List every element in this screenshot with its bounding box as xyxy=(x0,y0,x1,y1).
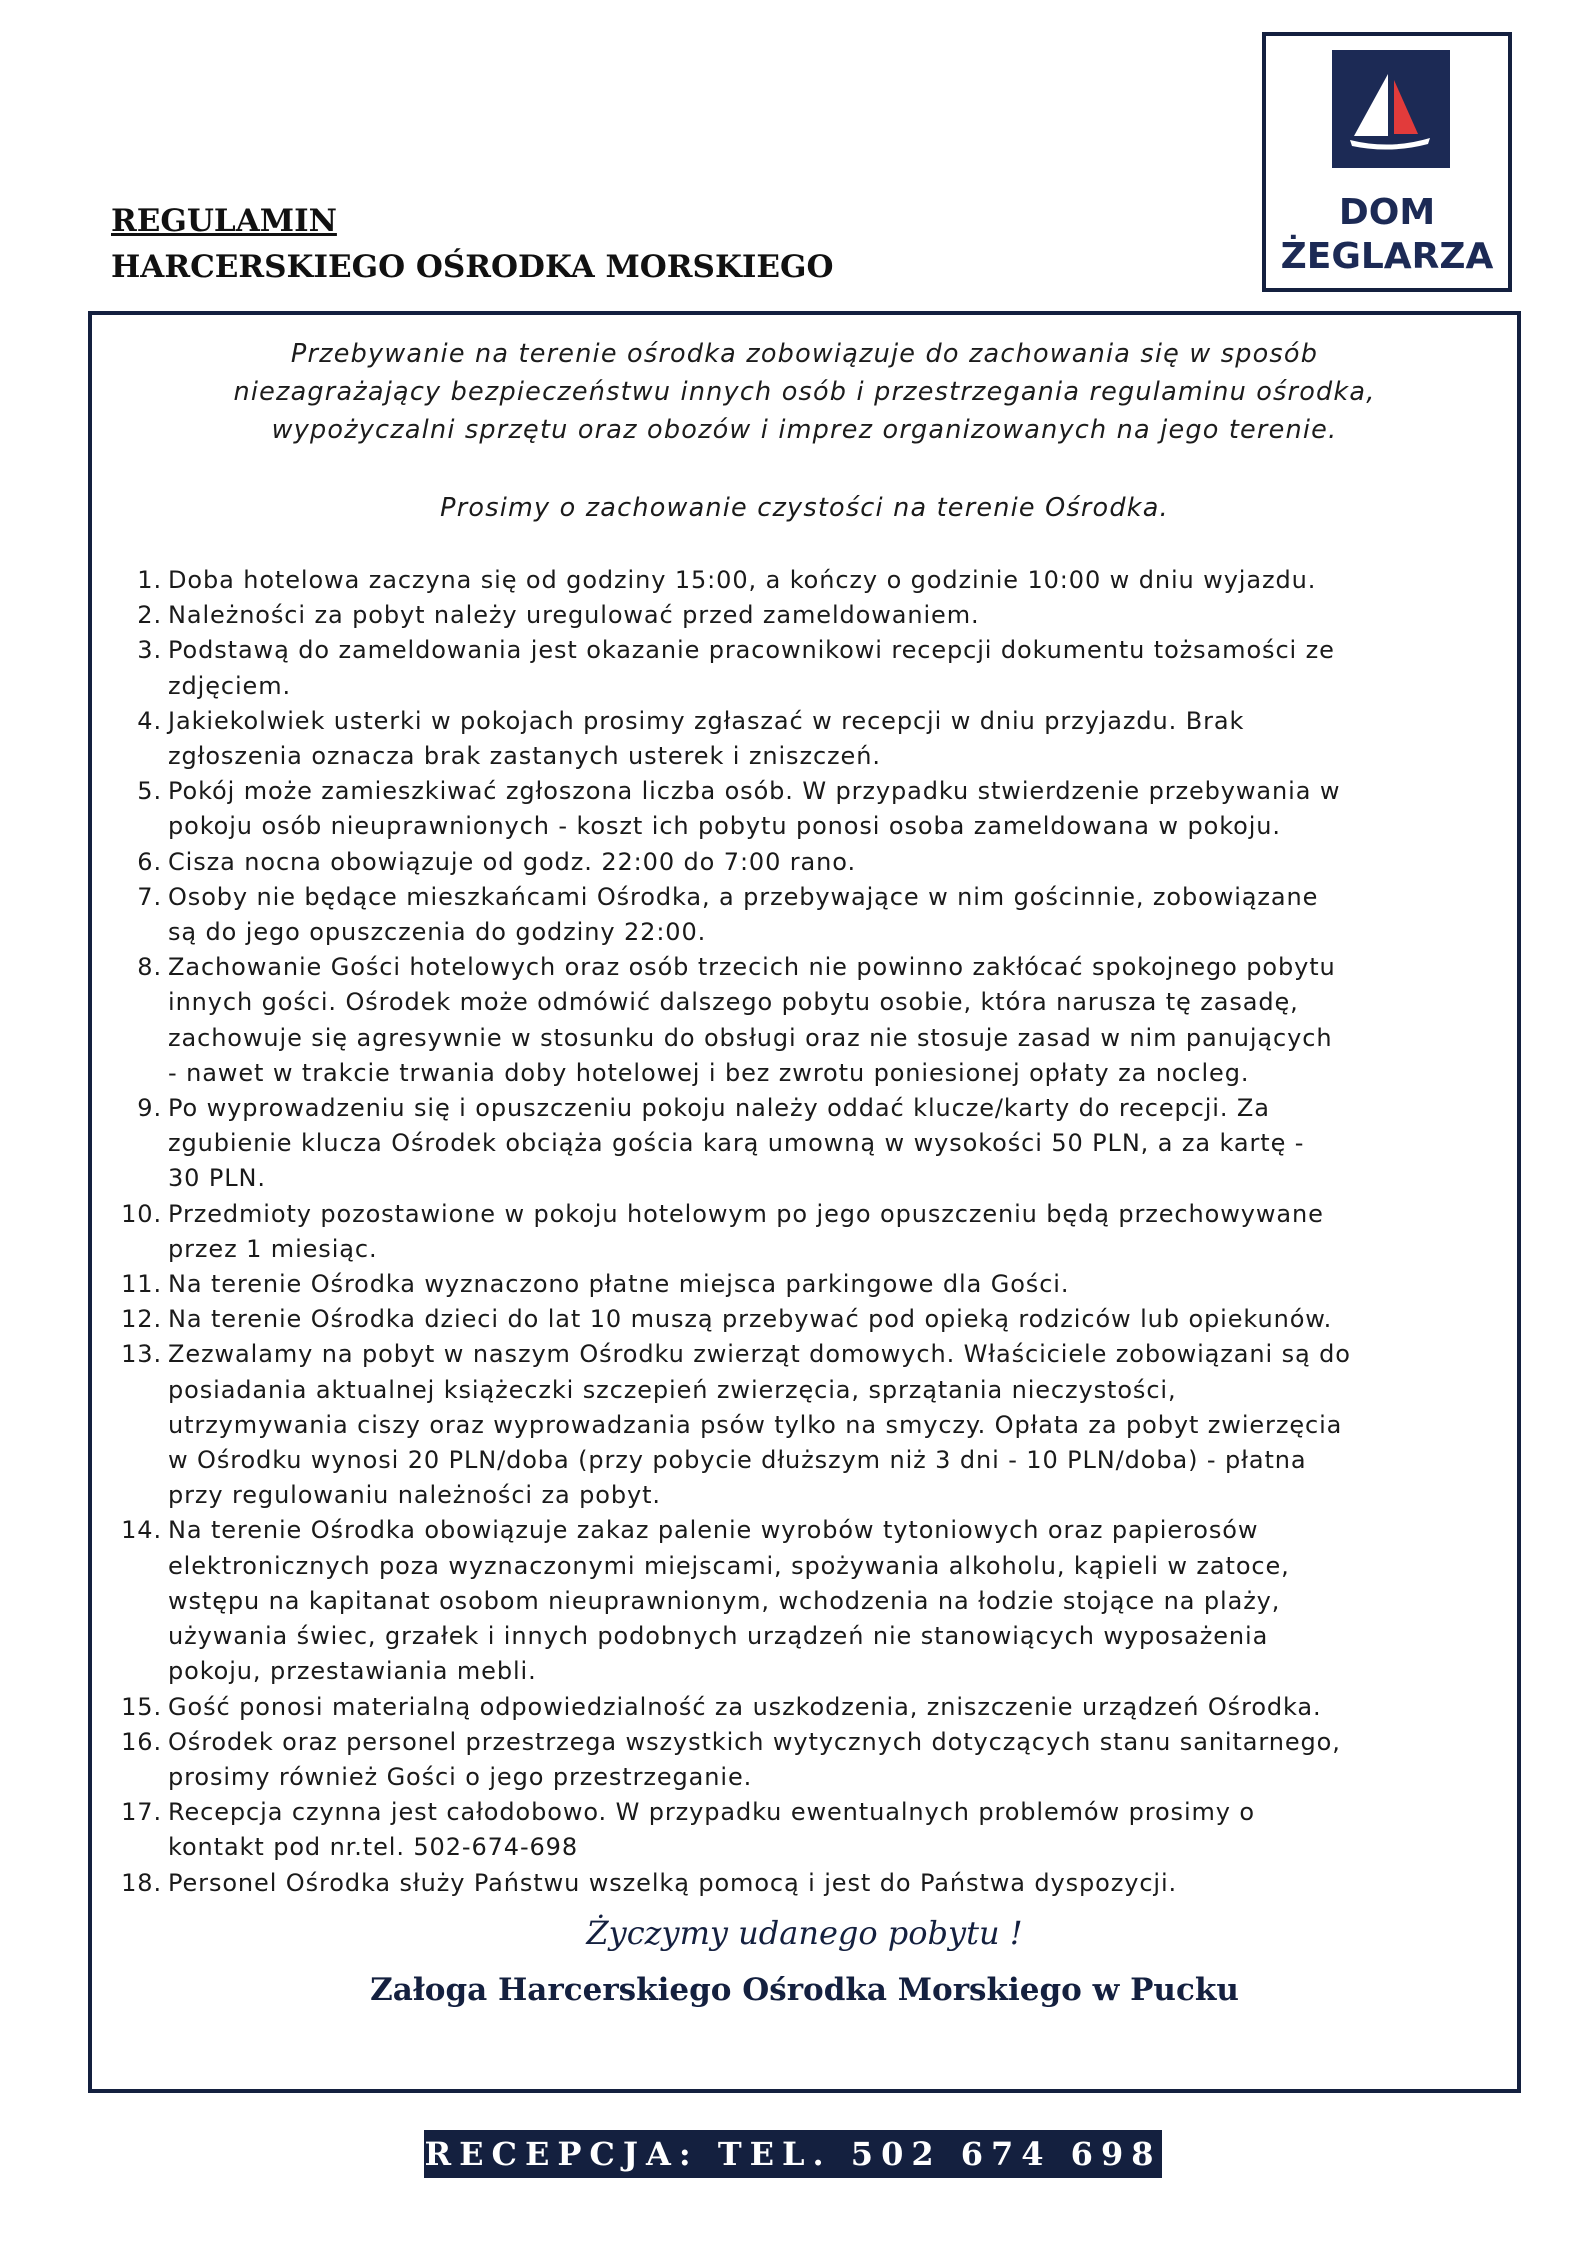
rule-number: 6. xyxy=(137,847,162,876)
rule-number: 9. xyxy=(137,1094,162,1123)
closing-signature: Załoga Harcerskiego Ośrodka Morskiego w Pucku xyxy=(370,1972,1239,2008)
rule-text-line: Na terenie Ośrodka wyznaczono płatne miejsca parkingowe dla Gości. xyxy=(168,1270,1070,1299)
reception-phone-bar: RECEPCJA: TEL. 502 674 698 xyxy=(424,2130,1162,2178)
rule-text xyxy=(168,1866,1516,1901)
rule-text-line: zdjęciem. xyxy=(168,671,292,700)
rule-text-line: elektronicznych poza wyznaczonymi miejscami, spożywania alkoholu, kąpieli w zatoce, xyxy=(168,1551,1290,1580)
closing-wish: Życzymy udanego pobytu ! xyxy=(586,1914,1023,1952)
rule-number: 18. xyxy=(121,1868,162,1897)
rule-item xyxy=(126,704,1516,774)
rule-text xyxy=(168,845,1516,880)
rule-item xyxy=(126,880,1516,950)
logo-text-dom: DOM xyxy=(1338,192,1436,233)
rule-text-line: - nawet w trakcie trwania doby hotelowej i bez zwrotu poniesionej opłaty za nocleg. xyxy=(168,1058,1250,1087)
rule-text-line: Doba hotelowa zaczyna się od godziny 15:00, a kończy o godzinie 10:00 w dniu wyjazdu. xyxy=(168,566,1317,594)
rule-item xyxy=(121,1302,1516,1337)
rule-text xyxy=(168,633,1516,703)
rule-text-line: Należności za pobyt należy uregulować przed zameldowaniem. xyxy=(168,601,980,630)
rule-item xyxy=(121,1795,1516,1865)
rule-text-line: Przedmioty pozostawione w pokoju hotelowym po jego opuszczeniu będą przechowywane xyxy=(168,1199,1324,1228)
rule-item xyxy=(121,1197,1516,1267)
rule-text-line: w Ośrodku wynosi 20 PLN/doba (przy pobycie dłuższym niż 3 dni - 10 PLN/doba) - płatna xyxy=(168,1446,1307,1475)
rule-number: 3. xyxy=(137,636,162,665)
rule-number: 8. xyxy=(137,953,162,982)
rule-text-line: Gość ponosi materialną odpowiedzialność za uszkodzenia, zniszczenie urządzeń Ośrodka. xyxy=(168,1692,1322,1721)
rule-text xyxy=(168,950,1516,1091)
rule-text-line: Na terenie Ośrodka obowiązuje zakaz palenie wyrobów tytoniowych oraz papierosów xyxy=(168,1516,1259,1545)
rule-text-line: Jakiekolwiek usterki w pokojach prosimy zgłaszać w recepcji w dniu przyjazdu. Brak xyxy=(168,706,1245,735)
rule-number: 14. xyxy=(121,1516,162,1545)
rule-text xyxy=(168,1302,1516,1337)
rule-text-line: Zachowanie Gości hotelowych oraz osób trzecich nie powinno zakłócać spokojnego pobytu xyxy=(168,953,1336,982)
rule-text-line: zachowuje się agresywnie w stosunku do obsługi oraz nie stosuje zasad w nim panujących xyxy=(168,1023,1333,1052)
rule-text-line: zgłoszenia oznacza brak zastanych usterek i zniszczeń. xyxy=(168,742,881,771)
rule-text-line: posiadania aktualnej książeczki szczepień zwierzęcia, sprzątania nieczystości, xyxy=(168,1375,1177,1404)
rule-text-line: Personel Ośrodka służy Państwu wszelką pomocą i jest do Państwa dyspozycji. xyxy=(168,1868,1178,1897)
rule-item xyxy=(121,1725,1516,1795)
rule-text-line: przy regulowaniu należności za pobyt. xyxy=(168,1481,661,1510)
rule-text-line: utrzymywania ciszy oraz wyprowadzania psów tylko na smyczy. Opłata za pobyt zwierzęcia xyxy=(168,1410,1343,1439)
rule-text xyxy=(168,1795,1516,1865)
rule-number: 10. xyxy=(121,1199,162,1228)
rule-number: 5. xyxy=(137,777,162,806)
rule-text-line: prosimy również Gości o jego przestrzeganie. xyxy=(168,1762,753,1791)
rule-text xyxy=(168,1337,1516,1513)
rule-text-line: zgubienie klucza Ośrodek obciąża gościa karą umowną w wysokości 50 PLN, a za kartę - xyxy=(168,1129,1305,1158)
logo-text-zeglarza: ŻEGLARZA xyxy=(1280,236,1494,277)
document-heading xyxy=(111,198,834,290)
rule-text-line: kontakt pod nr.tel. 502-674-698 xyxy=(168,1833,579,1862)
rule-number: 4. xyxy=(137,706,162,735)
rule-number: 7. xyxy=(137,882,162,911)
rule-number: 17. xyxy=(121,1798,162,1827)
intro-line: wypożyczalni sprzętu oraz obozów i imprez organizowanych na jego terenie. xyxy=(271,415,1338,445)
rule-number: 1. xyxy=(137,566,162,594)
rule-text xyxy=(168,598,1516,633)
rule-number: 2. xyxy=(137,601,162,630)
heading-title: REGULAMIN xyxy=(111,203,337,239)
rule-text xyxy=(168,1513,1516,1689)
rule-item xyxy=(121,1690,1516,1725)
rule-text xyxy=(168,1690,1516,1725)
rule-text xyxy=(168,704,1516,774)
rule-text-line: Pokój może zamieszkiwać zgłoszona liczba osób. W przypadku stwierdzenie przebywania w xyxy=(168,777,1341,806)
rule-text-line: używania świec, grzałek i innych podobnych urządzeń nie stanowiących wyposażenia xyxy=(168,1622,1269,1651)
rule-text xyxy=(168,563,1516,598)
heading-subtitle: HARCERSKIEGO OŚRODKA MORSKIEGO xyxy=(111,249,834,285)
rule-text-line: Cisza nocna obowiązuje od godz. 22:00 do 7:00 rano. xyxy=(168,847,856,876)
rule-text-line: Po wyprowadzeniu się i opuszczeniu pokoju należy oddać klucze/karty do recepcji. Za xyxy=(168,1094,1270,1123)
rule-text xyxy=(168,880,1516,950)
rule-number: 15. xyxy=(121,1692,162,1721)
rule-number: 16. xyxy=(121,1727,162,1756)
rule-text xyxy=(168,774,1516,844)
rule-text-line: Osoby nie będące mieszkańcami Ośrodka, a przebywające w nim gościnnie, zobowiązane xyxy=(168,882,1319,911)
intro-line: niezagrażający bezpieczeństwu innych osób i przestrzegania regulaminu ośrodka, xyxy=(233,377,1376,407)
rule-text-line: przez 1 miesiąc. xyxy=(168,1234,378,1263)
rule-text-line: pokoju, przestawiania mebli. xyxy=(168,1657,537,1686)
rule-text xyxy=(168,1197,1516,1267)
rule-text-line: pokoju osób nieuprawnionych - koszt ich pobytu ponosi osoba zameldowana w pokoju. xyxy=(168,812,1281,841)
rule-item xyxy=(121,1337,1516,1513)
rule-item xyxy=(126,1091,1516,1197)
rule-text xyxy=(168,1725,1516,1795)
rule-number: 12. xyxy=(121,1305,162,1334)
intro-paragraph xyxy=(92,335,1517,449)
rule-text xyxy=(168,1091,1516,1197)
rule-item xyxy=(126,598,1516,633)
rule-text-line: innych gości. Ośrodek może odmówić dalszego pobytu osobie, która narusza tę zasadę, xyxy=(168,988,1299,1017)
rule-item xyxy=(121,1267,1516,1302)
rule-number: 13. xyxy=(121,1340,162,1369)
rules-list xyxy=(121,563,1516,1901)
rule-item xyxy=(121,1513,1516,1689)
rule-text-line: Na terenie Ośrodka dzieci do lat 10 muszą przebywać pod opieką rodziców lub opiekunów. xyxy=(168,1305,1333,1334)
regulations-frame xyxy=(88,311,1521,2093)
rule-text-line: Podstawą do zameldowania jest okazanie pracownikowi recepcji dokumentu tożsamości ze xyxy=(168,636,1335,665)
rule-text-line: 30 PLN. xyxy=(168,1164,266,1193)
rule-item xyxy=(126,845,1516,880)
rule-text-line: wstępu na kapitanat osobom nieuprawnionym, wchodzenia na łodzie stojące na plaży, xyxy=(168,1586,1281,1615)
rule-item xyxy=(126,633,1516,703)
rule-item xyxy=(126,774,1516,844)
intro-line: Przebywanie na terenie ośrodka zobowiązuje do zachowania się w sposób xyxy=(290,339,1319,369)
rule-text-line: Ośrodek oraz personel przestrzega wszystkich wytycznych dotyczących stanu sanitarnego, xyxy=(168,1727,1341,1756)
rule-item xyxy=(126,563,1516,598)
cleanliness-note: Prosimy o zachowanie czystości na terenie Ośrodka. xyxy=(440,493,1169,523)
dom-zeglarza-logo xyxy=(1262,32,1512,292)
sailboat-icon xyxy=(1332,50,1450,168)
rule-text-line: Zezwalamy na pobyt w naszym Ośrodku zwierząt domowych. Właściciele zobowiązani są do xyxy=(168,1340,1351,1369)
rule-item xyxy=(126,950,1516,1091)
rule-text xyxy=(168,1267,1516,1302)
rule-number: 11. xyxy=(121,1270,162,1299)
rule-text-line: są do jego opuszczenia do godziny 22:00. xyxy=(168,918,707,947)
rule-item xyxy=(121,1866,1516,1901)
rule-text-line: Recepcja czynna jest całodobowo. W przypadku ewentualnych problemów prosimy o xyxy=(168,1798,1256,1827)
logo-emblem xyxy=(1332,50,1450,168)
